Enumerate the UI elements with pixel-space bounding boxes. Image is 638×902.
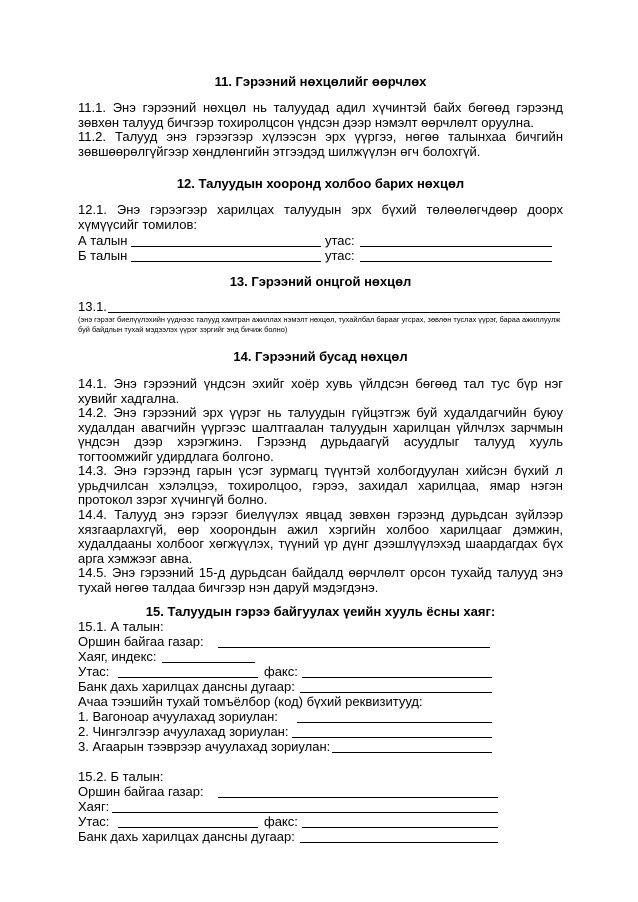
clause-13-1-line[interactable]	[108, 312, 560, 313]
clause-11-1: 11.1. Энэ гэрээний нөхцөл нь талуудад адил хүчинтэй байх бөгөөд гэрээнд зөвхөн талууд бичгээр тохиролцсон үндсэн дээр нэмэлт өөрчлөлт оруулна.	[78, 100, 563, 130]
a-phone-label: Утас:	[78, 664, 110, 679]
clause-13-1-number: 13.1.	[78, 299, 107, 314]
a-req-air-line[interactable]	[332, 752, 492, 753]
party-a-contact-row	[78, 233, 127, 248]
b-bank-label: Банк дахь харилцах дансны дугаар:	[78, 829, 295, 844]
party-a-phone-label: утас:	[325, 233, 355, 248]
party-b-phone-line[interactable]	[360, 261, 552, 262]
section-11-title: 11. Гэрээний нөхцөлийг өөрчлөх	[214, 74, 427, 89]
party-a-heading: 15.1. А талын:	[78, 619, 164, 634]
a-req-container-line[interactable]	[292, 737, 492, 738]
party-b-name-line[interactable]	[131, 261, 321, 262]
a-bank-line[interactable]	[300, 692, 492, 693]
a-fax-line[interactable]	[302, 677, 492, 678]
b-fax-label: факс:	[264, 814, 298, 829]
b-bank-line[interactable]	[300, 842, 498, 843]
party-a-label: А талын	[78, 233, 128, 248]
b-address-line[interactable]	[112, 812, 498, 813]
a-req-wagon-line[interactable]	[297, 722, 492, 723]
clause-14-4: 14.4. Талууд энэ гэрээг биелүүлэх явцад зөвхөн гэрээнд дурьдсан зүйлээр хязгаарлахгүй, өөр хоорондын ажил хэргийн холбоо харилцааг дэмжин, худалдааны холбоог хөгжүүлэх, түүний үр дүнг дээшлүүлэхэд шаардагдах бүх арга хэмжээг авна.	[78, 507, 563, 566]
a-address-index-line[interactable]	[162, 662, 255, 663]
b-address-label: Хаяг:	[78, 799, 110, 814]
party-a-phone-line[interactable]	[360, 246, 552, 247]
a-requisites-heading: Ачаа тээшийн тухай томъёлбор (код) бүхий реквизитууд:	[78, 694, 423, 709]
a-phone-line[interactable]	[118, 677, 258, 678]
party-b-phone-label: утас:	[325, 248, 355, 263]
a-bank-label: Банк дахь харилцах дансны дугаар:	[78, 679, 295, 694]
a-location-label: Оршин байгаа газар:	[78, 634, 204, 649]
clause-14-2: 14.2. Энэ гэрээний эрх үүрэг нь талуудын гүйцэтгэж буй худалдагчийн буюу худалдан авагчийн үүргээс шалтгаалан талуудын харилцан үйлчлэх зарчмын үндсэн дээр хэрэгжинэ. Гэрээнд дурьдаагүй асуудлыг талууд хууль тогтоомжийг удирдлага болгоно.	[78, 405, 563, 464]
party-b-contact-row	[78, 248, 127, 263]
clause-14-1: 14.1. Энэ гэрээний үндсэн эхийг хоёр хувь үйлдсэн бөгөөд тал тус бүр нэг хувийг хадгална.	[78, 376, 563, 406]
a-req-air-label: 3. Агаарын тээврээр ачуулахад зориулан:	[78, 739, 331, 754]
b-phone-line[interactable]	[118, 827, 258, 828]
section-13-title: 13. Гэрээний онцгой нөхцөл	[229, 274, 412, 289]
clause-14-3: 14.3. Энэ гэрээнд гарын үсэг зурмагц түүнтэй холбогдуулан хийсэн бүхий л урьдчилсан хэлэлцээ, тохиролцоо, гэрээ, захидал харилцаа, ямар нэгэн протокол зэрэг хүчингүй болно.	[78, 463, 563, 508]
a-req-container-label: 2. Чингэлгээр ачуулахад зориулан:	[78, 724, 289, 739]
a-fax-label: факс:	[264, 664, 298, 679]
a-location-line[interactable]	[218, 647, 490, 648]
party-b-label: Б талын	[78, 248, 128, 263]
clause-13-1-note: (энэ гэрээг биелүүлэхийн үүднээс талууд хамтран ажиллах нэмэлт нөхцөл, тухайлбал барааг угсрах, зөвлөн туслах үүрэг, бараа ажиллуулж буй байдлын тухай мэдээлэх үүрэг зэргийг энд бичиж болно)	[78, 315, 561, 334]
clause-14-5: 14.5. Энэ гэрээний 15-д дурьдсан байдалд өөрчлөлт орсон тухайд талууд энэ тухай нөгөө талдаа бичгээр нэн даруй мэдэгдэнэ.	[78, 565, 563, 595]
b-location-line[interactable]	[218, 797, 498, 798]
a-req-wagon-label: 1. Вагоноар ачуулахад зориулан:	[78, 709, 278, 724]
section-14-title: 14. Гэрээний бусад нөхцөл	[233, 349, 408, 364]
b-location-label: Оршин байгаа газар:	[78, 784, 204, 799]
b-fax-line[interactable]	[302, 827, 498, 828]
section-12-title: 12. Талуудын хооронд холбоо барих нөхцөл	[176, 176, 465, 191]
a-address-index-label: Хаяг, индекс:	[78, 649, 157, 664]
party-a-name-line[interactable]	[131, 246, 321, 247]
b-phone-label: Утас:	[78, 814, 110, 829]
party-b-heading: 15.2. Б талын:	[78, 769, 164, 784]
clause-11-2: 11.2. Талууд энэ гэрээгээр хүлээсэн эрх үүргээ, нөгөө талынхаа бичгийн зөвшөөрөлгүйгээр хөндлөнгийн этгээдэд шилжүүлэн өгч болохгүй.	[78, 129, 563, 159]
clause-12-1: 12.1. Энэ гэрээгээр харилцах талуудын эрх бүхий төлөөлөгчдөөр доорх хүмүүсийг томилов:	[78, 202, 563, 232]
section-15-title: 15. Талуудын гэрээ байгуулах үеийн хууль ёсны хаяг:	[145, 604, 496, 619]
